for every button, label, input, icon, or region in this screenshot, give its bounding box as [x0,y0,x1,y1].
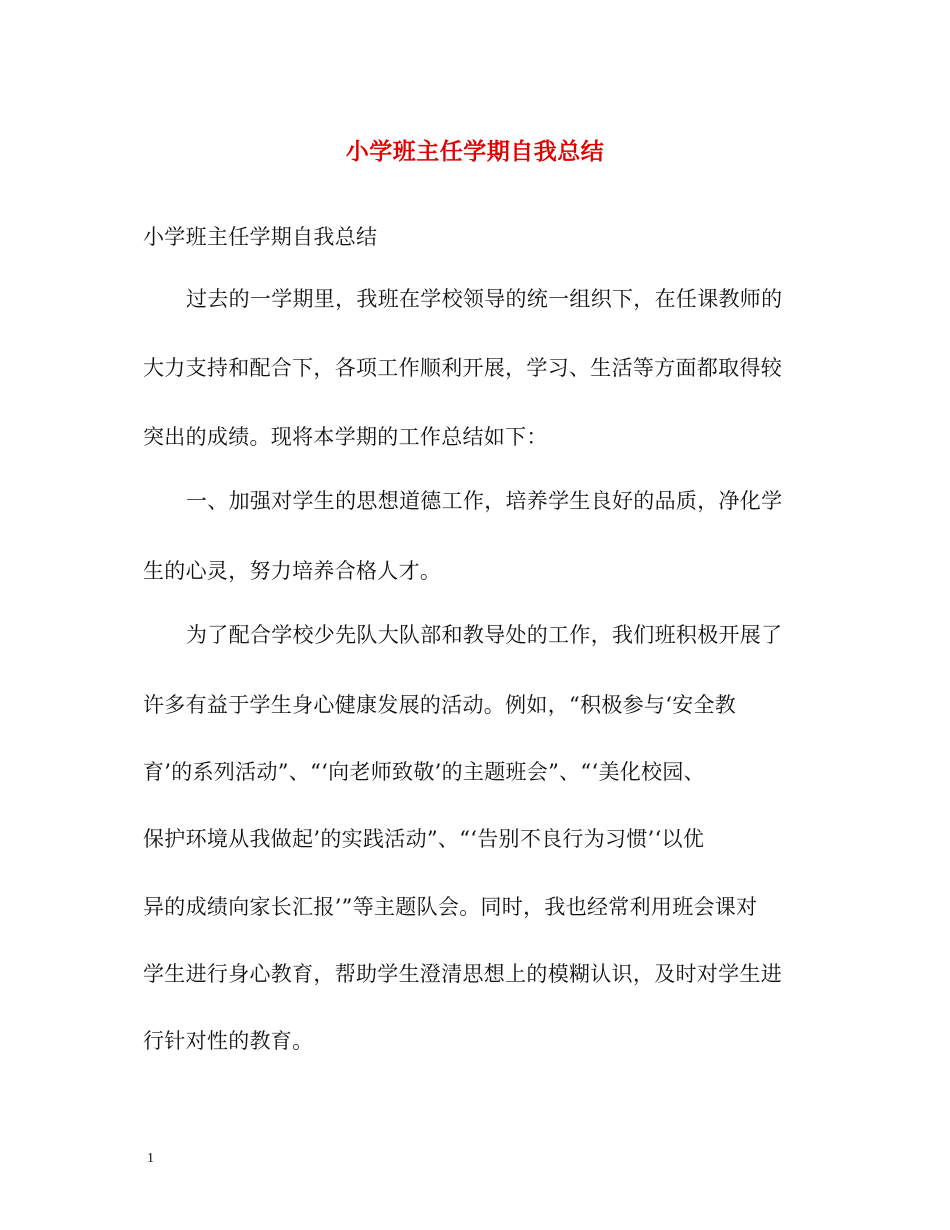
paragraph-line: 一、加强对学生的思想道德工作，培养学生良好的品质，净化学 [186,489,783,513]
paragraph-line: 为了配合学校少先队大队部和教导处的工作，我们班积极开展了 [186,623,783,647]
paragraph-line: 学生进行身心教育，帮助学生澄清思想上的模糊认识，及时对学生进 [143,962,782,986]
paragraph-line: 育’的系列活动”、“‘向老师致敬’的主题班会”、“‘美化校园、 [143,760,705,784]
paragraph-line: 突出的成绩。现将本学期的工作总结如下： [143,425,548,449]
page-number: 1 [147,1151,154,1166]
paragraph-line: 异的成绩向家长汇报’”等主题队会。同时，我也经常利用班会课对 [143,895,758,919]
paragraph-line: 许多有益于学生身心健康发展的活动。例如，“积极参与‘安全教 [143,693,737,717]
paragraph-line: 保护环境从我做起’的实践活动”、“‘告别不良行为习惯’‘以优 [143,827,705,851]
paragraph-line: 生的心灵，努力培养合格人才。 [143,559,442,583]
document-title: 小学班主任学期自我总结 [345,138,605,165]
paragraph-line: 大力支持和配合下，各项工作顺利开展，学习、生活等方面都取得较 [143,356,782,380]
paragraph-line: 过去的一学期里，我班在学校领导的统一组织下，在任课教师的 [186,287,783,311]
paragraph-line: 行针对性的教育。 [143,1029,314,1053]
subtitle-line: 小学班主任学期自我总结 [143,225,378,249]
